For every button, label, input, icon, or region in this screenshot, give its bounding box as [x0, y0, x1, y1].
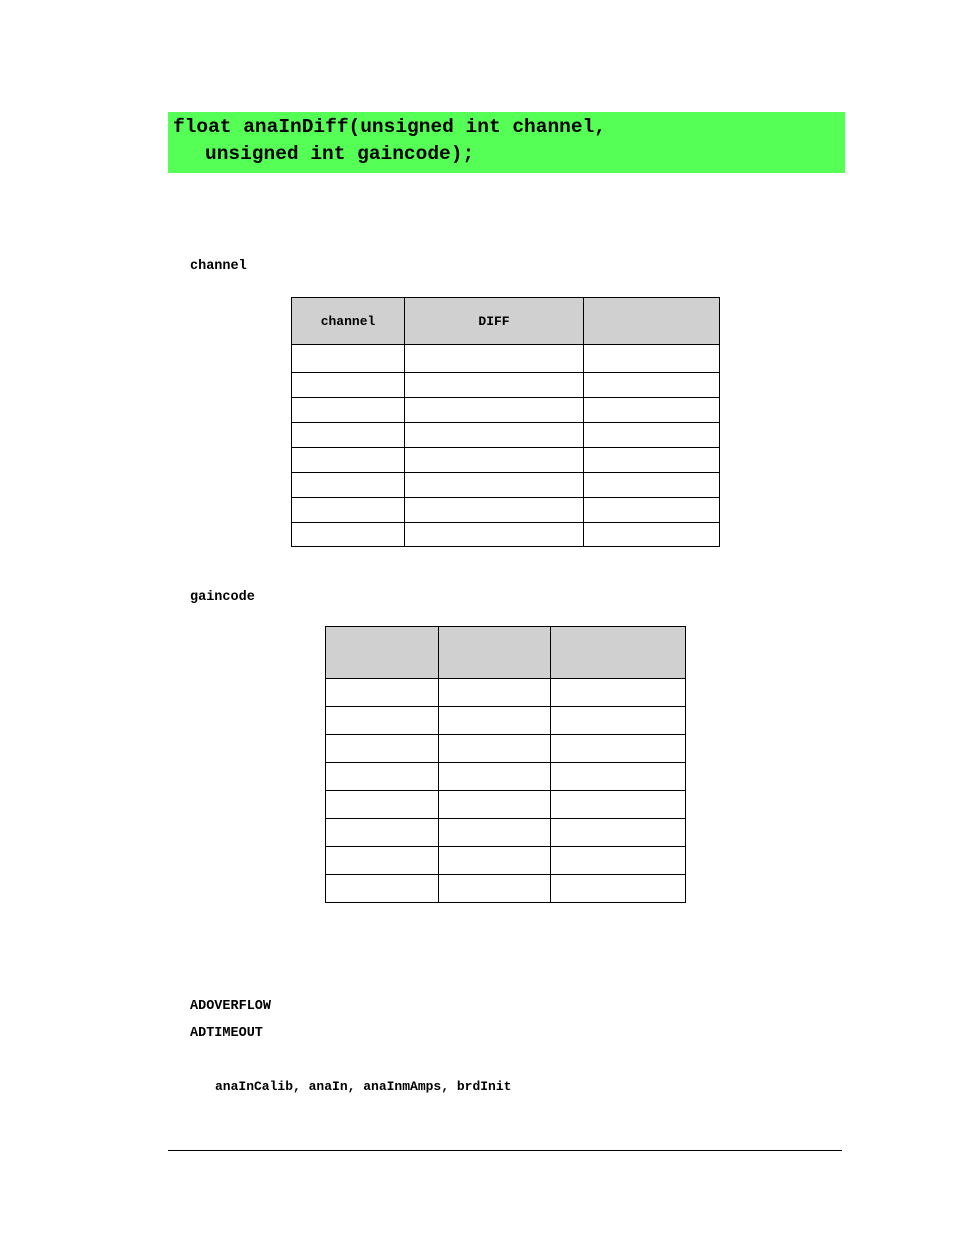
table-cell	[439, 791, 551, 819]
channel-table-header: DIFF	[405, 298, 584, 345]
table-cell	[326, 875, 439, 903]
table-cell	[551, 679, 686, 707]
table-cell	[326, 847, 439, 875]
table-cell	[405, 498, 584, 523]
footer-rule	[168, 1150, 842, 1151]
channel-table	[291, 297, 720, 547]
table-cell	[584, 523, 720, 547]
gaincode-table-header	[439, 627, 551, 679]
table-row	[326, 763, 686, 791]
table-cell	[292, 448, 405, 473]
function-signature	[168, 112, 845, 173]
table-cell	[439, 819, 551, 847]
table-cell	[439, 735, 551, 763]
table-cell	[405, 448, 584, 473]
table-cell	[584, 398, 720, 423]
table-cell	[551, 847, 686, 875]
table-cell	[584, 345, 720, 373]
table-row	[326, 875, 686, 903]
channel-table-header: channel	[292, 298, 405, 345]
table-row	[326, 707, 686, 735]
table-cell	[405, 345, 584, 373]
table-cell	[584, 448, 720, 473]
table-cell	[405, 373, 584, 398]
table-cell	[326, 819, 439, 847]
table-cell	[405, 523, 584, 547]
table-cell	[439, 707, 551, 735]
table-row	[292, 373, 720, 398]
error-adtimeout: ADTIMEOUT	[190, 1026, 263, 1041]
gaincode-table-header	[551, 627, 686, 679]
table-cell	[292, 498, 405, 523]
param-channel-label: channel	[190, 259, 247, 274]
table-cell	[439, 847, 551, 875]
table-cell	[326, 763, 439, 791]
table-row	[292, 473, 720, 498]
table-cell	[292, 398, 405, 423]
table-row	[292, 398, 720, 423]
table-cell	[292, 345, 405, 373]
table-cell	[326, 791, 439, 819]
table-cell	[551, 875, 686, 903]
table-cell	[439, 875, 551, 903]
table-cell	[326, 679, 439, 707]
table-cell	[551, 735, 686, 763]
table-cell	[326, 735, 439, 763]
see-also-functions: anaInCalib, anaIn, anaInmAmps, brdInit	[215, 1079, 512, 1094]
table-cell	[584, 473, 720, 498]
table-row	[326, 791, 686, 819]
table-cell	[405, 423, 584, 448]
table-cell	[551, 819, 686, 847]
table-cell	[551, 707, 686, 735]
table-cell	[292, 423, 405, 448]
table-cell	[584, 498, 720, 523]
gaincode-table	[325, 626, 686, 903]
gaincode-table-header	[326, 627, 439, 679]
table-cell	[439, 679, 551, 707]
table-row	[292, 345, 720, 373]
error-adoverflow: ADOVERFLOW	[190, 999, 272, 1014]
table-cell	[584, 423, 720, 448]
table-cell	[584, 373, 720, 398]
table-row	[292, 448, 720, 473]
table-row	[292, 423, 720, 448]
table-cell	[405, 398, 584, 423]
table-cell	[405, 473, 584, 498]
table-row	[326, 679, 686, 707]
table-cell	[292, 523, 405, 547]
table-row	[326, 819, 686, 847]
table-row	[292, 498, 720, 523]
table-cell	[326, 707, 439, 735]
table-cell	[292, 473, 405, 498]
table-row	[326, 735, 686, 763]
signature-line-2: unsigned int gaincode);	[205, 143, 475, 165]
channel-table-header	[584, 298, 720, 345]
signature-line-1: float anaInDiff(unsigned int channel,	[173, 116, 606, 138]
table-row	[326, 847, 686, 875]
table-cell	[551, 763, 686, 791]
table-cell	[439, 763, 551, 791]
table-cell	[551, 791, 686, 819]
param-gaincode-label: gaincode	[190, 590, 255, 605]
table-cell	[292, 373, 405, 398]
table-row	[292, 523, 720, 547]
